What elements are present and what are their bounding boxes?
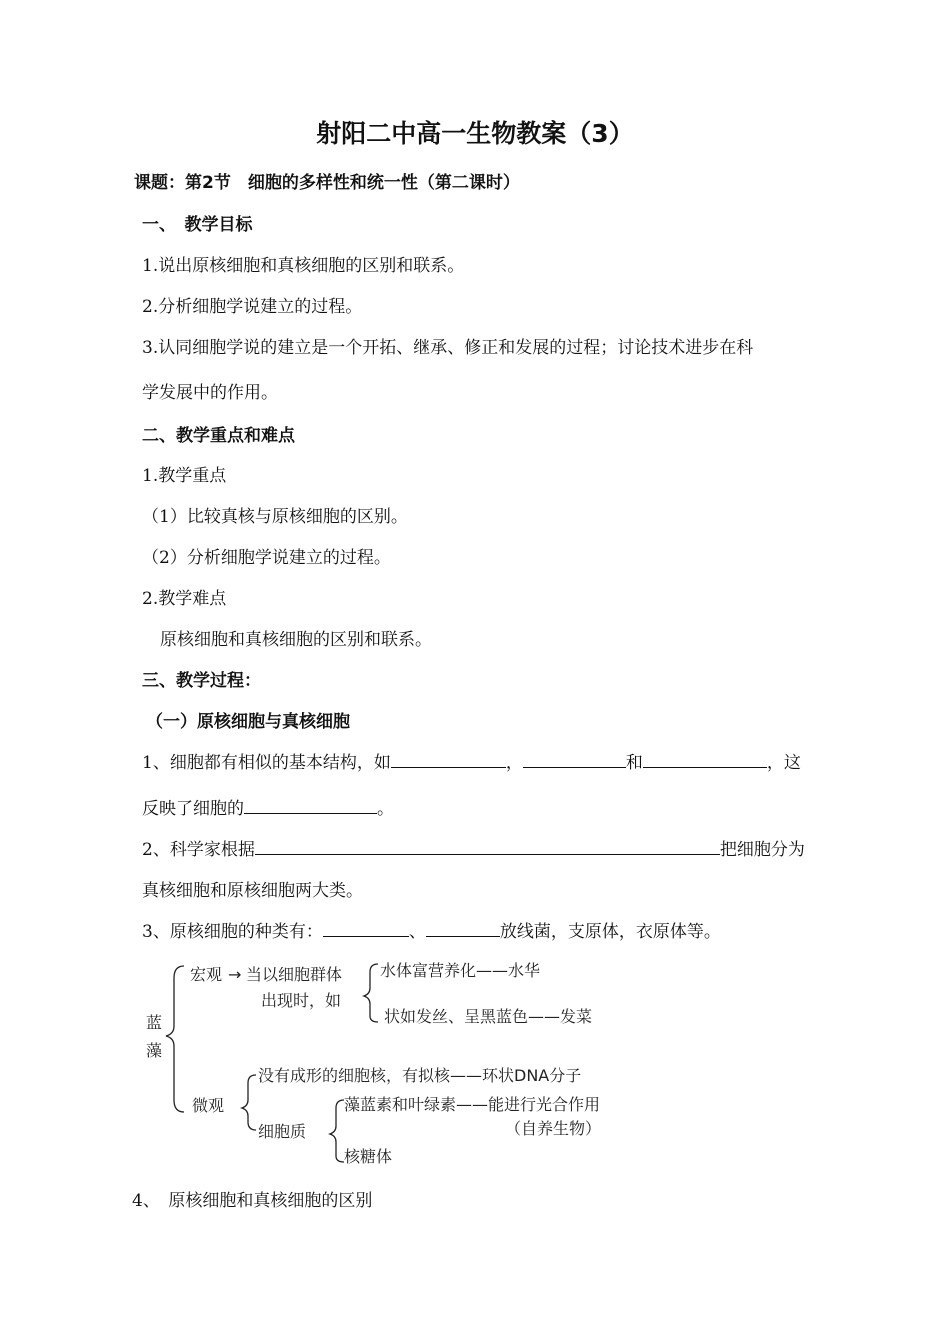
macro-brace (364, 964, 378, 1022)
cytoplasm-brace (330, 1100, 344, 1162)
macro-example: 水体富营养化——水华 (380, 961, 541, 980)
answer-blank[interactable] (426, 919, 500, 937)
cytoplasm-feature-note: （自养生物） (505, 1119, 602, 1138)
answer-blank[interactable] (643, 750, 767, 768)
micro-brace (242, 1075, 256, 1130)
punctuation: 、 (408, 922, 426, 942)
macro-example: 状如发丝、呈黑蓝色——发菜 (384, 1007, 593, 1026)
question-1-text-end: ，这 (766, 753, 801, 773)
cytoplasm-label: 细胞质 (258, 1122, 307, 1141)
diagram-root-char: 蓝 (146, 1013, 163, 1032)
question-1-text: 反映了细胞的 (142, 799, 244, 819)
question-1-text: 1、细胞都有相似的基本结构，如 (142, 753, 391, 773)
objective-item: 3.认同细胞学说的建立是一个开拓、继承、修正和发展的过程；讨论技术进步在科 (142, 338, 754, 358)
difficult-points-heading: 2.教学难点 (142, 589, 227, 609)
cytoplasm-feature: 核糖体 (344, 1147, 393, 1166)
question-3 (142, 917, 721, 942)
question-4: 4、 原核细胞和真核细胞的区别 (132, 1191, 373, 1211)
diagram-root-char: 藻 (146, 1041, 163, 1060)
cyanobacteria-concept-diagram (140, 950, 660, 1175)
branch-micro-label: 微观 (192, 1096, 225, 1115)
conjunction: 和 (625, 753, 643, 773)
answer-blank[interactable] (523, 750, 626, 768)
answer-blank[interactable] (255, 837, 720, 855)
question-3-text-end: 放线菌，支原体，衣原体等。 (499, 922, 721, 942)
objective-item: 1.说出原核细胞和真核细胞的区别和联系。 (142, 256, 465, 276)
answer-blank[interactable] (244, 796, 377, 814)
question-2-text-end: 把细胞分为 (719, 840, 805, 860)
branch-macro-label: 宏观 (190, 965, 223, 984)
question-2-continued: 真核细胞和原核细胞两大类。 (142, 881, 363, 901)
objective-item: 2.分析细胞学说建立的过程。 (142, 297, 363, 317)
macro-description: 出现时，如 (261, 991, 342, 1010)
key-points-heading: 1.教学重点 (142, 466, 227, 486)
section-heading-key-points: 二、教学重点和难点 (142, 426, 295, 446)
lesson-topic: 课题：第2节 细胞的多样性和统一性（第二课时） (134, 173, 520, 193)
key-point-item: （2）分析细胞学说建立的过程。 (142, 548, 391, 568)
question-2 (142, 835, 805, 860)
cytoplasm-feature: 藻蓝素和叶绿素——能进行光合作用 (344, 1095, 601, 1114)
question-1-continued (142, 794, 394, 819)
root-brace (166, 966, 184, 1112)
question-1 (142, 748, 801, 773)
objective-item-continued: 学发展中的作用。 (142, 383, 278, 403)
punctuation: 。 (377, 799, 394, 819)
question-2-text: 2、科学家根据 (142, 840, 255, 860)
question-3-text: 3、原核细胞的种类有： (142, 922, 323, 942)
macro-description: 当以细胞群体 (246, 965, 343, 984)
key-point-item: （1）比较真核与原核细胞的区别。 (142, 507, 408, 527)
section-heading-objectives: 一、 教学目标 (142, 215, 253, 235)
punctuation: ， (505, 753, 523, 773)
answer-blank[interactable] (323, 919, 409, 937)
subsection-heading: （一）原核细胞与真核细胞 (146, 712, 350, 732)
difficult-point-text: 原核细胞和真核细胞的区别和联系。 (160, 630, 432, 650)
section-heading-process: 三、教学过程： (142, 671, 261, 691)
micro-feature: 没有成形的细胞核，有拟核——环状DNA分子 (258, 1066, 582, 1085)
answer-blank[interactable] (391, 750, 506, 768)
document-title: 射阳二中高一生物教案（3） (316, 119, 634, 148)
arrow-icon: → (228, 965, 242, 984)
